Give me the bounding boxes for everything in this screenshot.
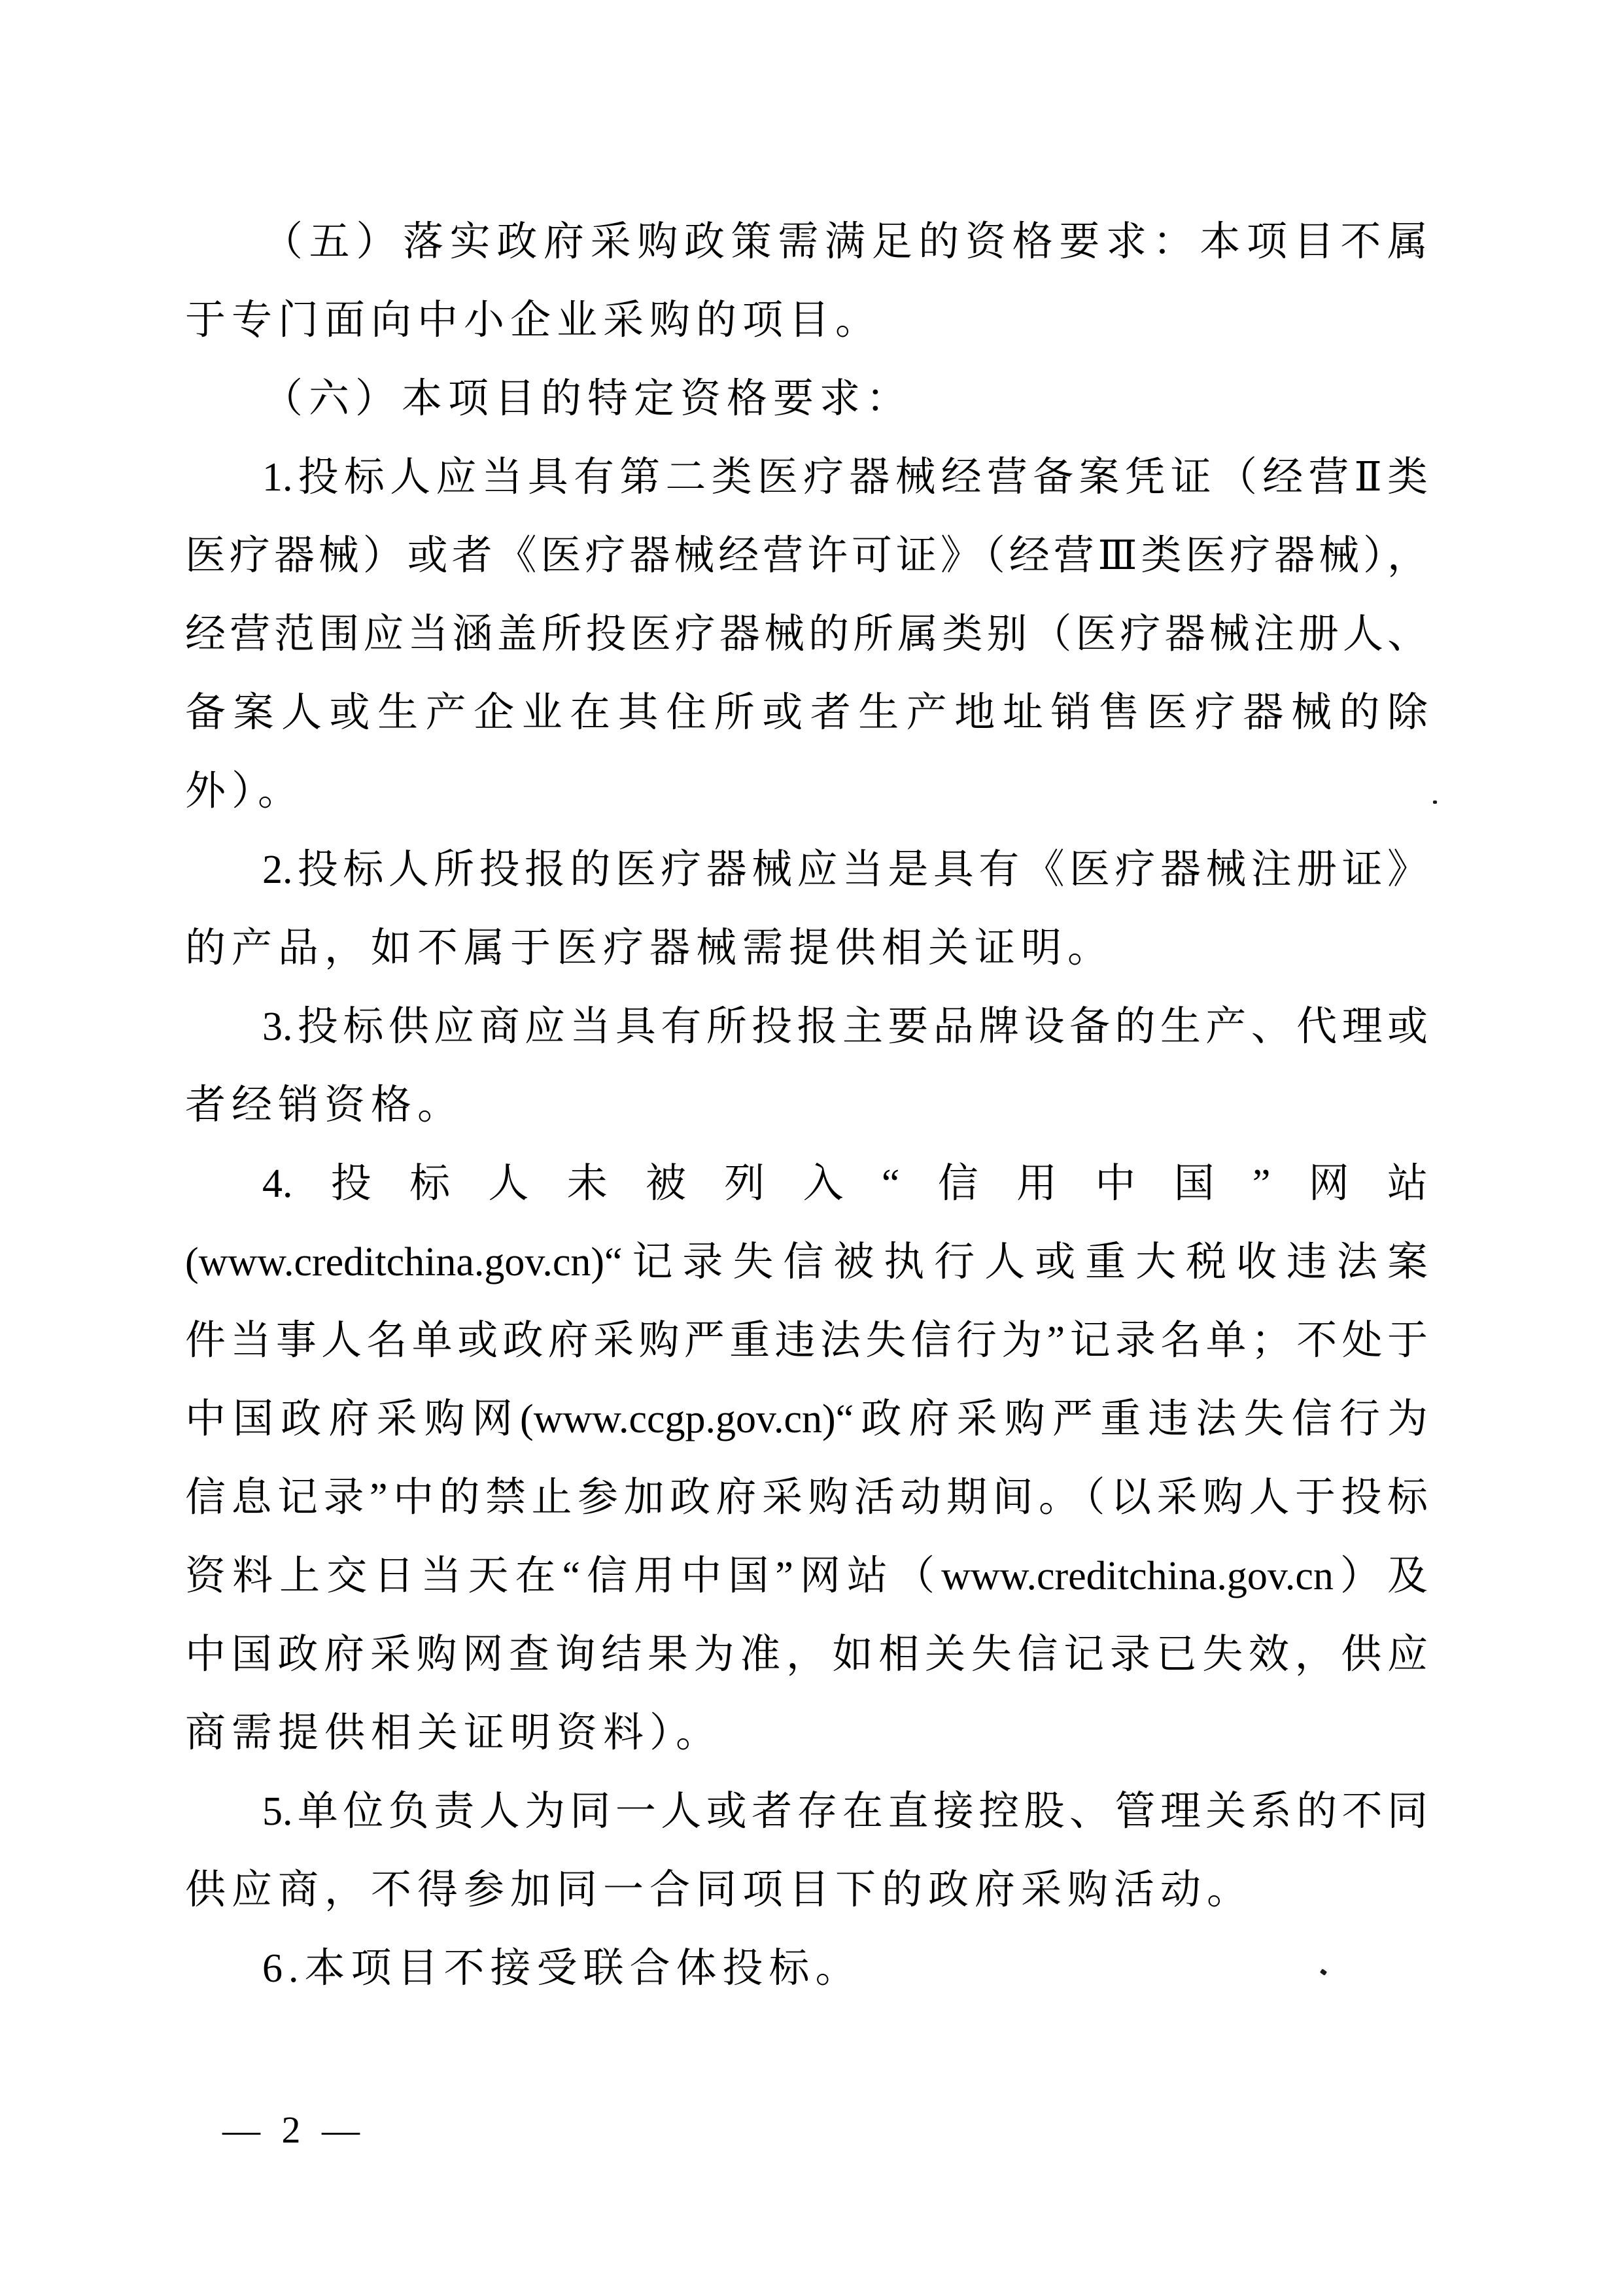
section-heading-5: （五）落实政府采购政策需满足的资格要求：本项目不属 (262, 220, 1428, 264)
text-line: 备案人或生产企业在其住所或者生产地址销售医疗器械的除 (185, 691, 1428, 735)
page-number: — 2 — (222, 2109, 366, 2151)
scan-speck (1433, 801, 1437, 804)
section-heading-6: （六）本项目的特定资格要求： (262, 377, 913, 421)
text-line: 件当事人名单或政府采购严重违法失信行为”记录名单；不处于 (185, 1318, 1428, 1363)
text-line: 资料上交日当天在“信用中国”网站（www.creditchina.gov.cn）及 (185, 1554, 1428, 1598)
text-line: 4.投标人未被列入“信用中国”网站 (262, 1162, 1428, 1206)
text-line: 信息记录”中的禁止参加政府采购活动期间。（以采购人于投标 (185, 1475, 1428, 1520)
text-line: 6.本项目不接受联合体投标。 (262, 1946, 862, 1991)
document-body (185, 203, 1428, 2008)
text-line: 医疗器械）或者《医疗器械经营许可证》（经营Ⅲ类医疗器械）， (185, 534, 1428, 578)
text-line: (www.creditchina.gov.cn)“记录失信被执行人或重大税收违法案 (185, 1240, 1428, 1284)
text-line: 商需提供相关证明资料）。 (185, 1711, 723, 1755)
text-line: 中国政府采购网(www.ccgp.gov.cn)“政府采购严重违法失信行为 (185, 1397, 1428, 1441)
text-line: 3.投标供应商应当具有所投报主要品牌设备的生产、代理或 (262, 1005, 1428, 1049)
text-line: 2.投标人所投报的医疗器械应当是具有《医疗器械注册证》 (262, 848, 1428, 892)
text-line: 外）。 (185, 769, 305, 814)
text-line: 5.单位负责人为同一人或者存在直接控股、管理关系的不同 (262, 1789, 1428, 1834)
text-line: 的产品，如不属于医疗器械需提供相关证明。 (185, 926, 1114, 971)
text-line: 于专门面向中小企业采购的项目。 (185, 298, 882, 343)
text-line: 者经销资格。 (185, 1083, 464, 1128)
text-line: 经营范围应当涵盖所投医疗器械的所属类别（医疗器械注册人、 (185, 612, 1428, 657)
text-line: 供应商，不得参加同一合同项目下的政府采购活动。 (185, 1868, 1254, 1912)
text-line: 1.投标人应当具有第二类医疗器械经营备案凭证（经营Ⅱ类 (262, 455, 1428, 500)
text-line: 中国政府采购网查询结果为准，如相关失信记录已失效，供应 (185, 1632, 1428, 1677)
